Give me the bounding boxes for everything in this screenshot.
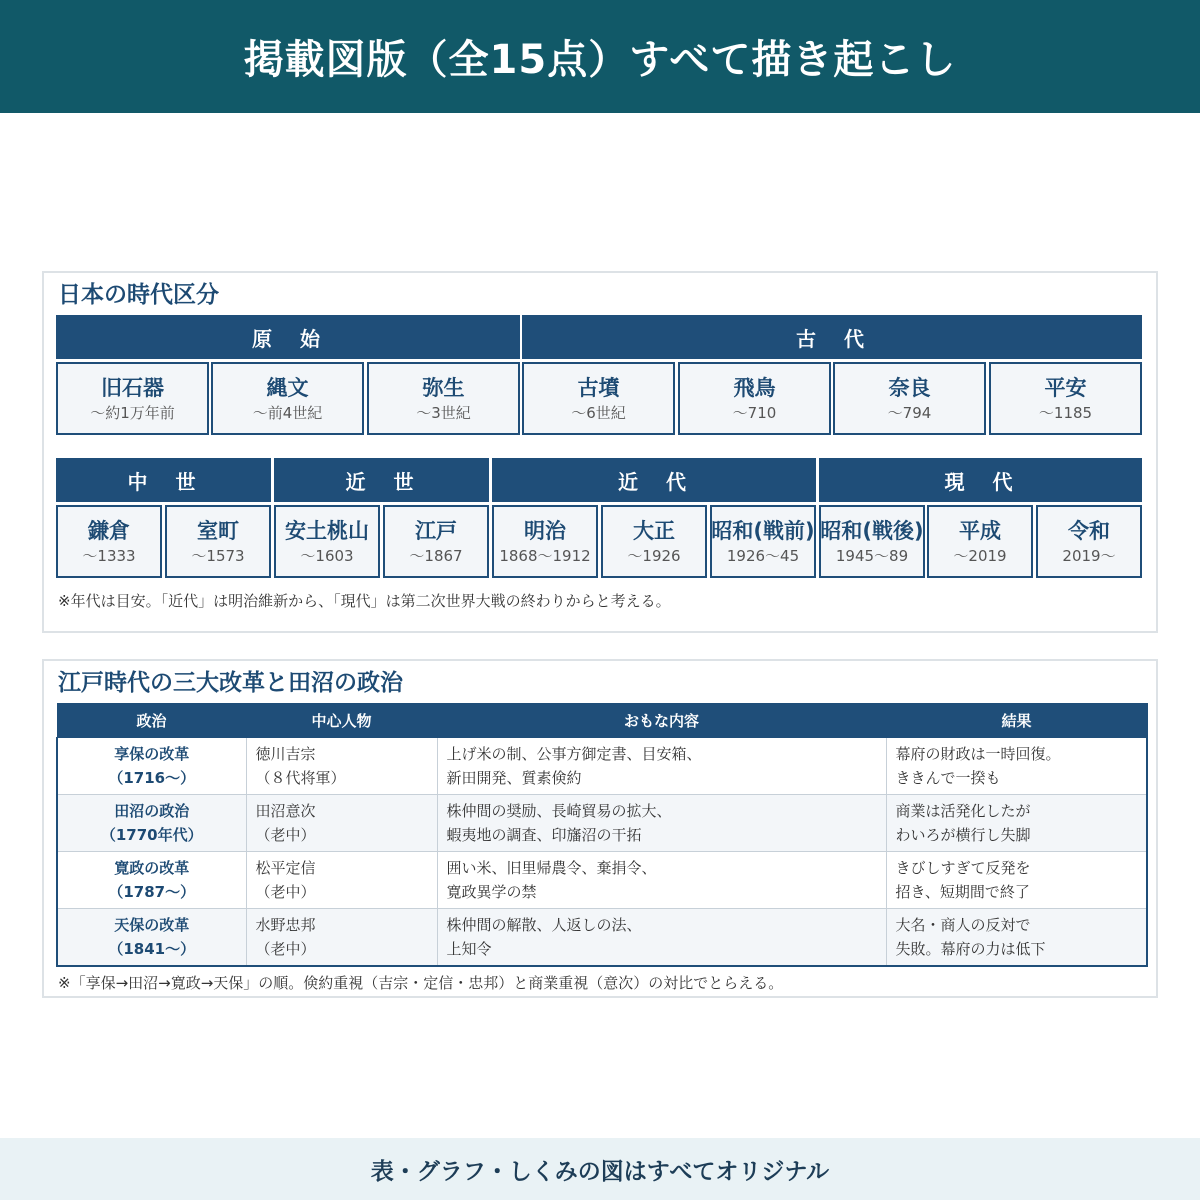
era-cell-kofun (522, 362, 675, 435)
era-name: 江戸 (415, 518, 457, 543)
era-name: 令和 (1068, 518, 1110, 543)
era-date: ～710 (732, 403, 777, 422)
era-group-early-modern: 近 世 (274, 458, 489, 502)
era-cell-heisei (927, 505, 1033, 578)
era-name: 弥生 (422, 375, 465, 400)
column-header-result: 結果 (886, 704, 1147, 738)
reform-panel-title: 江戸時代の三大改革と田沼の政治 (58, 670, 403, 696)
result-cell: 商業は活発化したが わいろが横行し失脚 (886, 795, 1147, 852)
era-cell-yayoi (367, 362, 520, 435)
era-date: ～1603 (300, 546, 354, 565)
person-cell: 田沼意次 （老中） (246, 795, 437, 852)
footer-text: 表・グラフ・しくみの図はすべてオリジナル (370, 1158, 830, 1185)
era-group-modern: 近 代 (492, 458, 816, 502)
result-cell: 大名・商人の反対で 失敗。幕府の力は低下 (886, 909, 1147, 966)
era-group-medieval: 中 世 (56, 458, 271, 502)
era-cell-heian (989, 362, 1142, 435)
era-date: ～6世紀 (571, 403, 626, 422)
reform-panel (42, 659, 1158, 998)
column-header-policy: 政治 (57, 704, 246, 738)
table-row (57, 909, 1147, 966)
era-group-contemporary: 現 代 (819, 458, 1142, 502)
era-name: 安土桃山 (285, 518, 369, 543)
era-cell-jomon (211, 362, 364, 435)
era-date: ～1867 (409, 546, 463, 565)
table-row (57, 852, 1147, 909)
result-cell: きびしすぎて反発を 招き、短期間で終了 (886, 852, 1147, 909)
era-name: 鎌倉 (88, 518, 130, 543)
policy-cell: 寛政の改革 （1787～） (57, 852, 246, 909)
policy-cell: 田沼の政治 （1770年代） (57, 795, 246, 852)
era-cell-asuka (678, 362, 831, 435)
person-cell: 徳川吉宗 （８代将軍） (246, 738, 437, 795)
era-group-primitive: 原 始 (56, 315, 520, 359)
footer-banner (0, 1138, 1200, 1200)
era-name: 縄文 (266, 375, 309, 400)
era-cell-edo (383, 505, 489, 578)
era-cell-showa-postwar (819, 505, 925, 578)
era-name: 飛鳥 (733, 375, 776, 400)
era-cell-azuchi-momoyama (274, 505, 380, 578)
era-date: ～前4世紀 (252, 403, 323, 422)
content-cell: 株仲間の奨励、長崎貿易の拡大、 蝦夷地の調査、印旛沼の干拓 (437, 795, 886, 852)
column-header-person: 中心人物 (246, 704, 437, 738)
era-date: ～2019 (953, 546, 1007, 565)
era-cell-showa-prewar (710, 505, 816, 578)
reform-note: ※「享保→田沼→寛政→天保」の順。倹約重視（吉宗・定信・忠邦）と商業重視（意次）の対比でとらえる。 (58, 974, 784, 992)
person-cell: 水野忠邦 （老中） (246, 909, 437, 966)
column-header-content: おもな内容 (437, 704, 886, 738)
era-date: 1868～1912 (499, 546, 591, 565)
table-header-row (57, 704, 1147, 738)
era-date: 1945～89 (835, 546, 909, 565)
policy-cell: 享保の改革 （1716～） (57, 738, 246, 795)
era-date: ～1573 (191, 546, 245, 565)
table-row (57, 738, 1147, 795)
content-cell: 株仲間の解散、人返しの法、 上知令 (437, 909, 886, 966)
page-title: 掲載図版（全15点）すべて描き起こし (243, 37, 957, 83)
era-panel-title: 日本の時代区分 (58, 282, 219, 308)
content-cell: 上げ米の制、公事方御定書、目安箱、 新田開発、質素倹約 (437, 738, 886, 795)
era-date: ～1333 (82, 546, 136, 565)
era-name: 古墳 (577, 375, 620, 400)
table-row (57, 795, 1147, 852)
era-name: 奈良 (888, 375, 931, 400)
era-name: 大正 (633, 518, 675, 543)
era-cell-nara (833, 362, 986, 435)
era-name: 旧石器 (101, 375, 164, 400)
era-date: ～3世紀 (416, 403, 471, 422)
era-cell-paleolithic (56, 362, 209, 435)
era-name: 平安 (1044, 375, 1087, 400)
era-date: ～1185 (1038, 403, 1093, 422)
era-name: 平成 (959, 518, 1001, 543)
era-date: ～794 (887, 403, 932, 422)
content-cell: 囲い米、旧里帰農令、棄捐令、 寛政異学の禁 (437, 852, 886, 909)
header-banner (0, 0, 1200, 113)
result-cell: 幕府の財政は一時回復。 ききんで一揆も (886, 738, 1147, 795)
policy-cell: 天保の改革 （1841～） (57, 909, 246, 966)
era-note: ※年代は目安。「近代」は明治維新から、「現代」は第二次世界大戦の終わりからと考える。 (58, 592, 671, 610)
person-cell: 松平定信 （老中） (246, 852, 437, 909)
era-cell-meiji (492, 505, 598, 578)
era-date: ～約1万年前 (90, 403, 175, 422)
era-cell-kamakura (56, 505, 162, 578)
era-cell-taisho (601, 505, 707, 578)
era-division-panel (42, 271, 1158, 633)
era-name: 昭和(戦前) (711, 518, 815, 543)
era-group-ancient: 古 代 (522, 315, 1142, 359)
era-date: ～1926 (627, 546, 681, 565)
era-name: 室町 (197, 518, 239, 543)
era-date: 1926～45 (726, 546, 800, 565)
era-date: 2019～ (1062, 546, 1116, 565)
era-cell-reiwa (1036, 505, 1142, 578)
reform-table (56, 703, 1148, 967)
era-cell-muromachi (165, 505, 271, 578)
era-name: 昭和(戦後) (820, 518, 924, 543)
era-name: 明治 (524, 518, 566, 543)
